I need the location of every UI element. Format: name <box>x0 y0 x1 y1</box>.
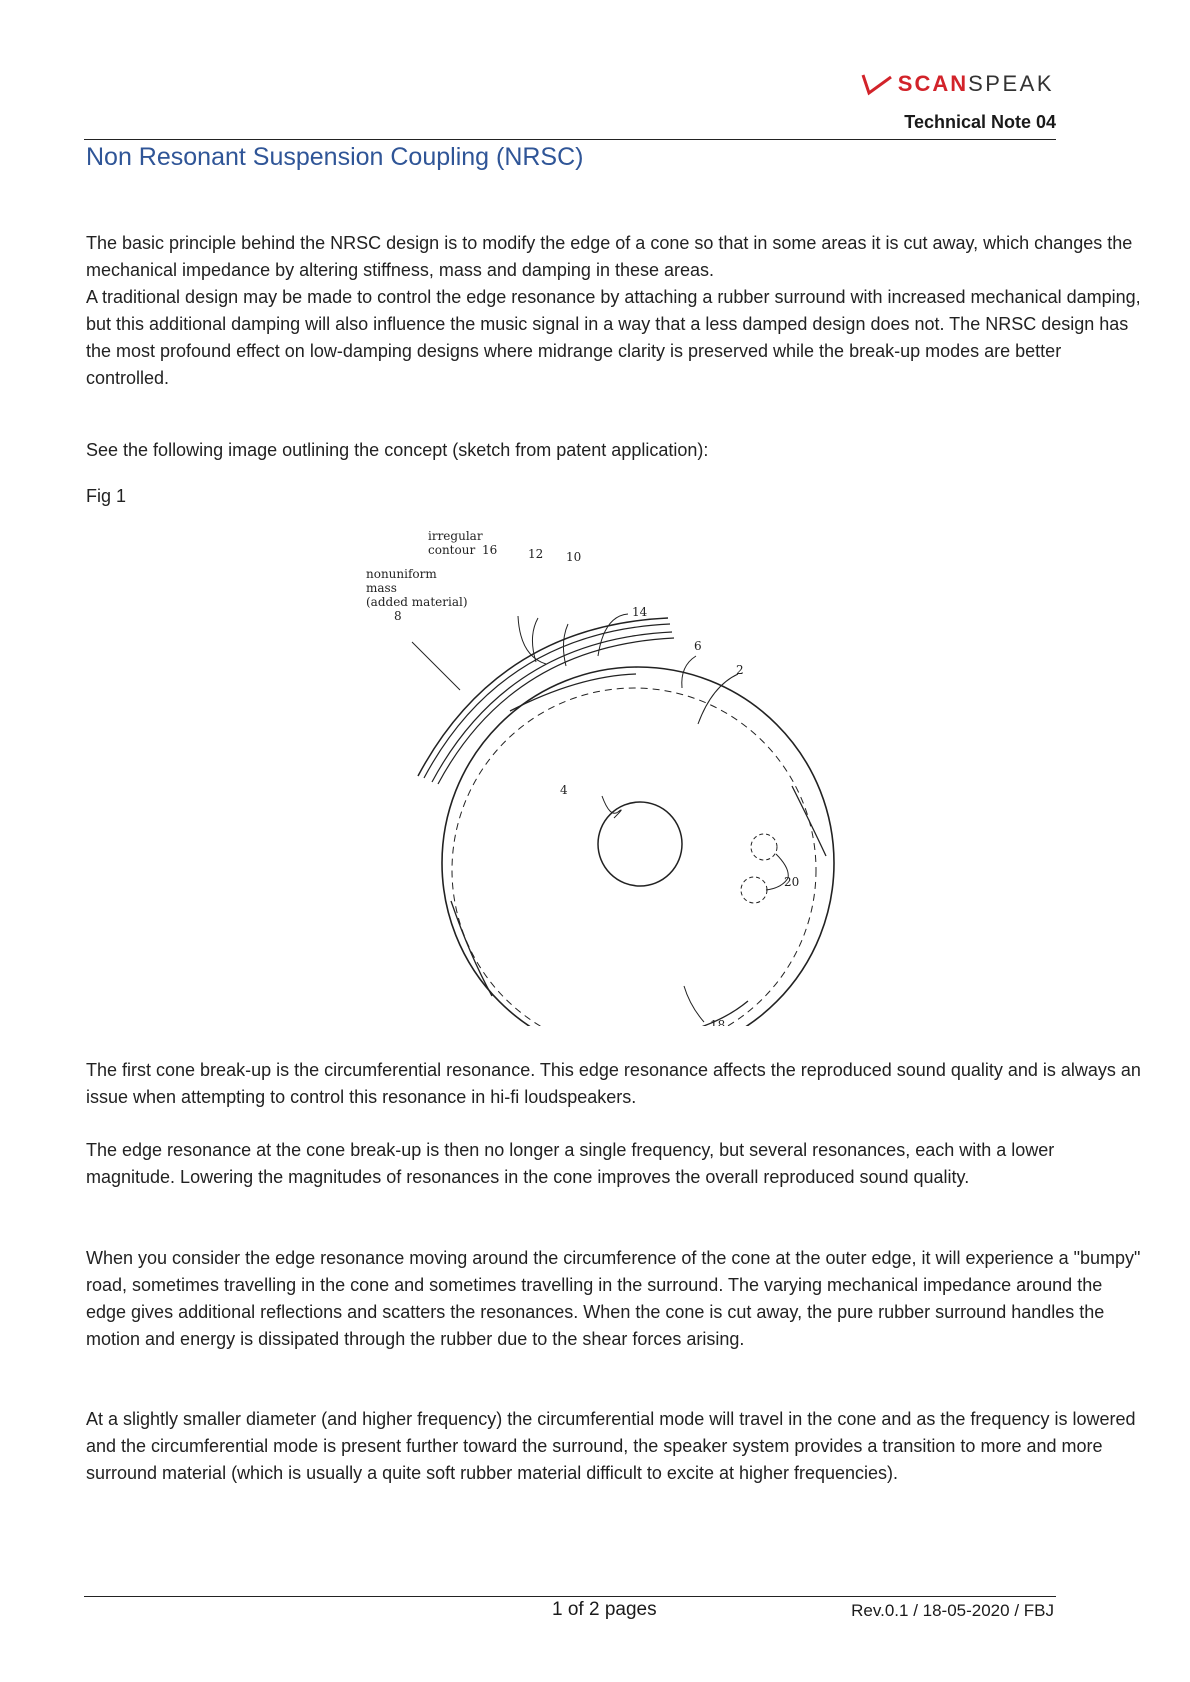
label-irregular: irregular <box>428 529 483 543</box>
nrsc-patent-sketch <box>358 526 868 1026</box>
leader-8 <box>412 642 460 690</box>
label-contour: contour <box>428 543 476 557</box>
label-8: 8 <box>394 609 402 623</box>
figure-1 <box>358 526 868 1026</box>
revision-label: Rev.0.1 / 18-05-2020 / FBJ <box>851 1601 1054 1620</box>
paragraph-6: When you consider the edge resonance moving around the circumference of the cone at the outer edge, it will experience a "bumpy" road, sometimes travelling in the cone and sometimes travelling in the surround. The varying mechanical impedance around the edge gives additional reflections and scatters the resonances. When the cone is cut away, the pure rubber surround handles the motion and energy is dissipated through the rubber due to the shear forces arising. <box>86 1248 1141 1349</box>
label-10: 10 <box>566 550 582 564</box>
scanspeak-logo <box>860 71 1054 97</box>
label-4: 4 <box>560 783 568 797</box>
logo-wordmark: SCANSPEAK <box>897 71 1054 96</box>
callout-20-b <box>741 877 767 903</box>
page-counter: 1 of 2 pages <box>552 1599 657 1620</box>
figure-label: Fig 1 <box>86 486 127 506</box>
paragraph-3: See the following image outlining the concept (sketch from patent application): <box>86 440 709 460</box>
paragraph-7: At a slightly smaller diameter (and higher frequency) the circumferential mode will travel in the cone and as the frequency is lowered and the circumferential mode is present further toward the surround, the speaker system provides a transition to more and more surround material (which is usually a quite soft rubber material difficult to excite at higher frequencies). <box>86 1409 1136 1483</box>
paragraph-5: The edge resonance at the cone break-up is then no longer a single frequency, but several resonances, each with a lower magnitude. Lowering the magnitudes of resonances in the cone improves the overall reproduced sound quality. <box>86 1140 1055 1187</box>
cutaway-top <box>510 674 636 711</box>
technical-note-label: Technical Note 04 <box>904 112 1056 132</box>
label-6: 6 <box>694 639 702 653</box>
voice-coil-circle <box>598 802 682 886</box>
leader-18 <box>684 986 704 1022</box>
leader-14 <box>598 614 628 656</box>
paragraph-2: A traditional design may be made to control the edge resonance by attaching a rubber surround with increased mechanical damping, but this additional damping will also influence the music signal in a way that a less damped design does not. The NRSC design has the most profound effect on low-damping designs where midrange clarity is preserved while the break-up modes are better controlled. <box>86 287 1141 388</box>
label-added-material: (added material) <box>366 595 468 609</box>
label-mass: mass <box>366 581 397 595</box>
footer-divider <box>84 1596 1056 1597</box>
intro-block <box>86 230 1146 392</box>
cutaway-bottom <box>668 1001 748 1026</box>
label-12: 12 <box>528 547 544 561</box>
paragraph-4: The first cone break-up is the circumferential resonance. This edge resonance affects the reproduced sound quality and is always an issue when attempting to control this resonance in hi-fi loudspeakers. <box>86 1060 1141 1107</box>
paragraph-1: The basic principle behind the NRSC design is to modify the edge of a cone so that in some areas it is cut away, which changes the mechanical impedance by altering stiffness, mass and damping in these areas. <box>86 233 1133 280</box>
cutaway-left <box>451 901 492 996</box>
callout-20-a <box>751 834 777 860</box>
label-2: 2 <box>736 663 744 677</box>
scanspeak-logo-icon <box>860 71 894 97</box>
leader-4 <box>602 796 621 818</box>
label-nonuniform: nonuniform <box>366 567 437 581</box>
cone-outer-circle <box>442 667 834 1026</box>
label-14: 14 <box>632 605 648 619</box>
surround-arc-1 <box>418 618 668 776</box>
label-18: 18 <box>710 1018 726 1026</box>
cone-dashed-circle <box>452 688 816 1026</box>
leader-12 <box>532 618 538 662</box>
label-20: 20 <box>784 875 800 889</box>
cutaway-right <box>792 786 826 856</box>
label-16: 16 <box>482 543 498 557</box>
page-title: Non Resonant Suspension Coupling (NRSC) <box>86 143 584 171</box>
header-divider <box>84 139 1056 140</box>
